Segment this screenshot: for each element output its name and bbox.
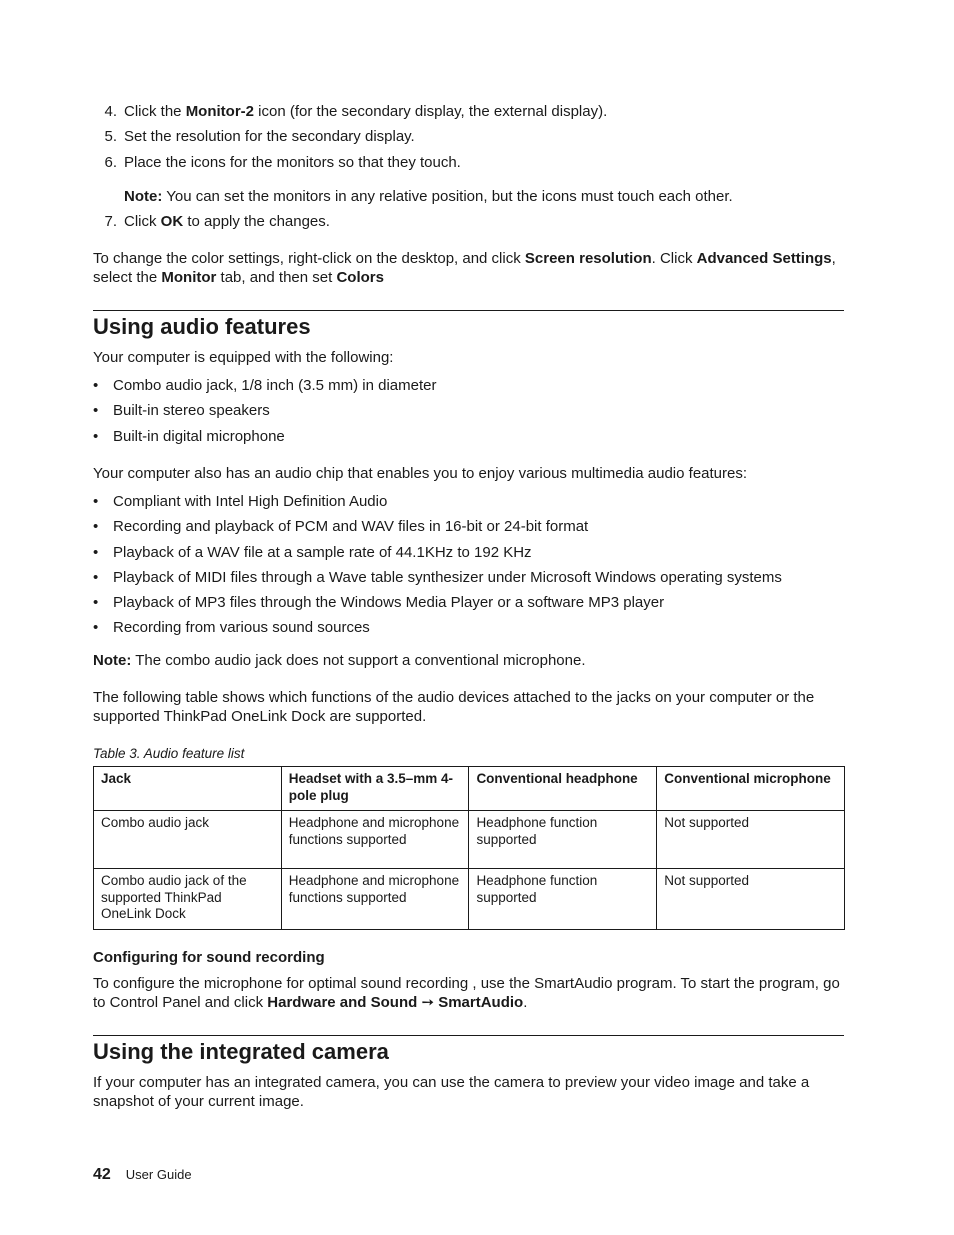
- step-number: 6.: [104, 154, 117, 171]
- table-cell: Combo audio jack of the supported ThinkPad OneLink Dock: [94, 869, 282, 930]
- document-title: User Guide: [125, 1167, 192, 1182]
- table-cell: Headphone function supported: [469, 869, 657, 930]
- list-item: • Recording from various sound sources: [93, 619, 370, 637]
- bullet-icon: •: [93, 518, 99, 536]
- section-divider: [93, 310, 844, 311]
- camera-paragraph: If your computer has an integrated camera, you can use the camera to preview your video image and take a snapshot of your current image.: [93, 1074, 810, 1110]
- step-text: Set the resolution for the secondary display.: [124, 128, 415, 145]
- step-item: [93, 102, 607, 121]
- step-text: Click: [124, 213, 161, 230]
- note-audio-jack: [93, 651, 844, 670]
- column-header: Jack: [94, 767, 282, 811]
- audio-chip-intro: Your computer also has an audio chip that enables you to enjoy various multimedia audio features:: [93, 465, 748, 482]
- list-item: • Combo audio jack, 1/8 inch (3.5 mm) in diameter: [93, 377, 437, 394]
- step-number: 4.: [104, 103, 117, 120]
- list-item: • Built-in digital microphone: [93, 427, 285, 445]
- sound-recording-paragraph: To configure the microphone for optimal sound recording , use the SmartAudio program. To start the program, go to Control Panel and click Hardware and Sound ➙ SmartAudio.: [93, 975, 840, 1011]
- list-item: • Recording and playback of PCM and WAV files in 16-bit or 24-bit format: [93, 518, 589, 536]
- arrow-right-icon: ➙: [417, 994, 439, 1011]
- step-text: Click the: [124, 103, 186, 120]
- audio-hardware-list: [93, 376, 844, 452]
- list-item: • Built-in stereo speakers: [93, 402, 270, 420]
- list-item: • Playback of a WAV file at a sample rate of 44.1KHz to 192 KHz: [93, 543, 532, 561]
- note-label: Note:: [124, 188, 163, 205]
- list-item: • Playback of MP3 files through the Windows Media Player or a software MP3 player: [93, 594, 665, 612]
- step-text: icon (for the secondary display, the external display).: [254, 103, 608, 120]
- page-number: 42: [93, 1166, 111, 1183]
- bullet-icon: •: [93, 493, 99, 510]
- table-caption: Table 3. Audio feature list: [93, 746, 245, 761]
- menu-path-smartaudio: SmartAudio: [438, 994, 524, 1011]
- table-row: [94, 811, 845, 869]
- section-heading-camera: Using the integrated camera: [93, 1039, 389, 1064]
- note-text: You can set the monitors in any relative position, but the icons must touch each other.: [162, 188, 733, 205]
- step-number: 7.: [104, 213, 117, 230]
- note-text: The combo audio jack does not support a conventional microphone.: [131, 652, 586, 669]
- step-item: [93, 153, 461, 172]
- step-text: Place the icons for the monitors so that they touch.: [124, 154, 461, 171]
- audio-feature-table: [93, 766, 845, 930]
- color-settings-paragraph: To change the color settings, right-click on the desktop, and click Screen resolution. Click Advanced Settings, select the Monitor tab, and then set Colors: [93, 250, 836, 286]
- table-row: [94, 869, 845, 930]
- table-cell: Headphone and microphone functions supported: [281, 811, 469, 869]
- table-cell: Headphone function supported: [469, 811, 657, 869]
- bullet-icon: •: [93, 427, 99, 445]
- bullet-icon: •: [93, 402, 99, 420]
- table-intro-paragraph: The following table shows which functions of the audio devices attached to the jacks on your computer or the supported ThinkPad OneLink Dock are supported.: [93, 689, 815, 725]
- table-cell: Combo audio jack: [94, 811, 282, 869]
- step-item: [93, 212, 330, 231]
- bullet-icon: •: [93, 594, 99, 612]
- note-monitors: [124, 187, 733, 206]
- bullet-icon: •: [93, 377, 99, 394]
- note-label: Note:: [93, 652, 132, 669]
- bullet-icon: •: [93, 543, 99, 561]
- audio-intro: Your computer is equipped with the following:: [93, 349, 394, 366]
- subheading-sound-recording: Configuring for sound recording: [93, 949, 325, 966]
- step-text: to apply the changes.: [183, 213, 330, 230]
- step-number: 5.: [104, 128, 117, 145]
- column-header: Conventional headphone: [469, 767, 657, 811]
- column-header: Headset with a 3.5–mm 4-pole plug: [281, 767, 469, 811]
- table-cell: Not supported: [657, 869, 845, 930]
- page-footer: [93, 1165, 192, 1184]
- step-bold: OK: [160, 213, 184, 230]
- list-item: • Compliant with Intel High Definition Audio: [93, 493, 388, 510]
- bullet-icon: •: [93, 568, 99, 586]
- list-item: • Playback of MIDI files through a Wave table synthesizer under Microsoft Windows operating systems: [93, 568, 782, 586]
- audio-features-list: [93, 492, 844, 644]
- table-cell: Headphone and microphone functions supported: [281, 869, 469, 930]
- column-header: Conventional microphone: [657, 767, 845, 811]
- table-cell: Not supported: [657, 811, 845, 869]
- section-divider: [93, 1035, 844, 1036]
- table-header-row: [94, 767, 845, 811]
- step-item: [93, 127, 415, 146]
- bullet-icon: •: [93, 619, 99, 637]
- section-heading-audio: Using audio features: [93, 314, 311, 339]
- step-bold: Monitor-2: [185, 103, 255, 120]
- menu-path-hardware: Hardware and Sound: [267, 994, 418, 1011]
